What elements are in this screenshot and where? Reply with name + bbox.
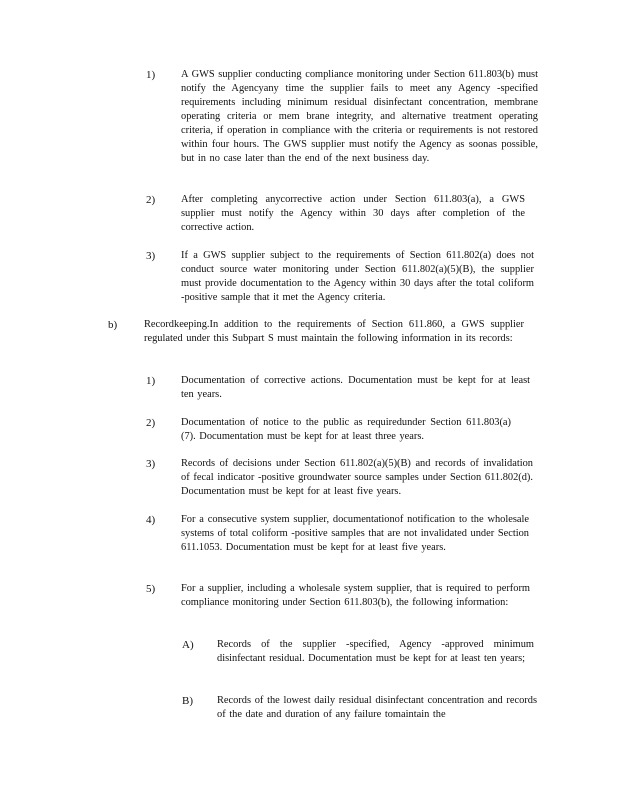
- item-marker: 1): [146, 69, 156, 81]
- item-text: Documentation of notice to the public as requiredunder Section 611.803(a)(7). Documentation must be kept for at least three years.: [181, 417, 511, 442]
- item-marker: 2): [146, 194, 156, 206]
- item-marker: 5): [146, 583, 156, 595]
- item-marker: 2): [146, 417, 156, 429]
- item-marker: 4): [146, 514, 156, 526]
- item-text: After completing anycorrective action under Section 611.803(a), a GWS supplier must notify the Agency within 30 days after completion of the corrective action.: [181, 194, 525, 233]
- item-text: For a supplier, including a wholesale system supplier, that is required to perform compliance monitoring under Section 611.803(b), the following information:: [181, 583, 530, 608]
- item-marker: 1): [146, 375, 156, 387]
- item-marker: 3): [146, 458, 156, 470]
- sub-item-text: Records of the lowest daily residual disinfectant concentration and records of the date and duration of any failure tomaintain the: [217, 695, 537, 720]
- sub-item-marker: A): [182, 639, 194, 651]
- item-text: Records of decisions under Section 611.802(a)(5)(B) and records of invalidation of fecal indicator -positive groundwater source samples under Section 611.802(d). Documentation must be kept for at least five years.: [181, 458, 533, 497]
- item-marker: 3): [146, 250, 156, 262]
- item-text: Documentation of corrective actions. Documentation must be kept for at least ten years.: [181, 375, 530, 400]
- item-text: A GWS supplier conducting compliance monitoring under Section 611.803(b) must notify the Agencyany time the supplier fails to meet any Agency -specified requirements including minimum residual disinfectant concentration, membrane operating criteria or mem brane integrity, and alternative treatment operating criteria, if operation in compliance with the criteria or requirements is not restored within four hours. The GWS supplier must notify the Agency as soonas possible, but in no case later than the end of the next business day.: [181, 69, 538, 164]
- section-marker: b): [108, 319, 118, 331]
- sub-item-text: Records of the supplier -specified, Agency -approved minimum disinfectant residual. Documentation must be kept for at least ten years;: [217, 639, 534, 664]
- item-text: If a GWS supplier subject to the requirements of Section 611.802(a) does not conduct source water monitoring under Section 611.802(a)(5)(B), the supplier must provide documentation to the Agency within 30 days after the total coliform -positive sample that it met the Agency criteria.: [181, 250, 534, 303]
- sub-item-marker: B): [182, 695, 193, 707]
- item-text: For a consecutive system supplier, documentationof notification to the wholesale systems of total coliform -positive samples that are not invalidated under Section 611.1053. Documentation must be kept for at least five years.: [181, 514, 529, 553]
- section-text: Recordkeeping.In addition to the requirements of Section 611.860, a GWS supplier regulated under this Subpart S must maintain the following information in its records:: [144, 319, 524, 344]
